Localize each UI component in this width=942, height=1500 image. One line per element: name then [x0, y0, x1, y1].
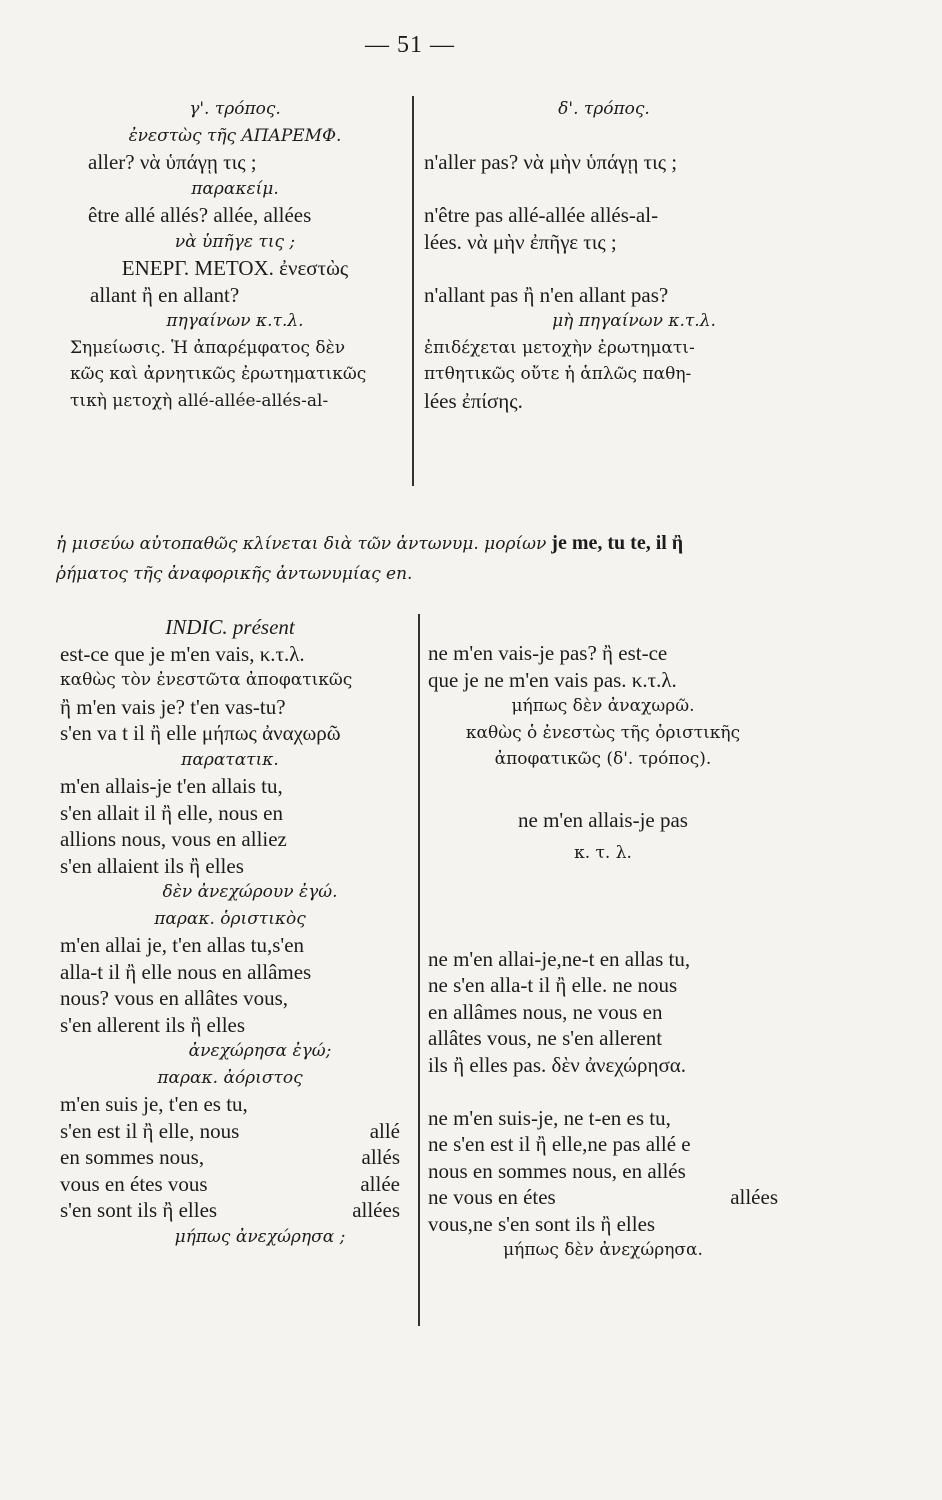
line-text: vous en étes vous [60, 1171, 208, 1196]
text-line: nous? vous en allâtes vous, [60, 986, 289, 1010]
text-line [60, 1091, 400, 1118]
line-text-right: allée [360, 1171, 400, 1196]
text-line [428, 1184, 778, 1211]
text-line: lées ἐπίσης. [424, 388, 523, 413]
text-line: μήπως δὲν ἀναχωρῶ. [511, 696, 695, 716]
text-line: Σημείωσις. Ἡ ἀπαρέμφατος δὲν [70, 337, 346, 358]
text-line: s'en allaient ils ἢ elles [60, 853, 244, 878]
text-line: n'aller pas? νὰ μὴν ὑπάγῃ τις ; [424, 150, 678, 174]
text-line: ne m'en suis-je, ne t-en es tu, [428, 1105, 671, 1130]
top-left-column [70, 96, 400, 414]
text-line: μήπως δὲν ἀνεχώρησα. [503, 1240, 703, 1260]
bottom-right-column [428, 640, 778, 1264]
text-line: alla-t il ἢ elle nous en allâmes [60, 959, 312, 984]
section-heading: INDIC. présent [165, 615, 295, 639]
text-line: κ. τ. λ. [574, 842, 632, 863]
text-line: lées. νὰ μὴν ἐπῆγε τις ; [424, 229, 617, 254]
text-line: en allâmes nous, ne vous en [428, 999, 663, 1024]
text-line: παρακείμ. [191, 178, 279, 199]
line-text: ne vous en étes [428, 1185, 556, 1209]
text-line: ne m'en allai-je,ne-t en allas tu, [428, 946, 691, 971]
text-line: s'en allait il ἢ elle, nous en [60, 800, 283, 825]
text-line: nous en sommes nous, en allés [428, 1158, 686, 1183]
text-line: μήπως ἀνεχώρησα ; [174, 1226, 346, 1247]
text-line: allâtes vous, ne s'en allerent [428, 1026, 663, 1050]
text-line: que je ne m'en vais pas. κ.τ.λ. [428, 667, 677, 692]
text-line: κῶς καὶ ἀρνητικῶς ἐρωτηματικῶς [70, 364, 367, 384]
line-text-right: allées [352, 1198, 400, 1222]
line-text: s'en sont ils ἢ elles [60, 1198, 218, 1222]
line-text: m'en suis je, t'en es tu, [60, 1092, 248, 1116]
text-line: n'allant pas ἢ n'en allant pas? [424, 282, 669, 307]
text-line: n'être pas allé-allée allés-al- [424, 203, 659, 227]
text-line: ne m'en allais-je pas [518, 808, 688, 832]
column-divider-bottom [418, 614, 420, 1326]
text-line: ne m'en vais-je pas? ἢ est-ce [428, 641, 668, 665]
text-line: est-ce que je m'en vais, κ.τ.λ. [60, 641, 305, 666]
section-heading: παρακ. ἀόριστος [157, 1067, 303, 1088]
middle-line-2: ῥήματος τῆς ἀναφορικῆς ἀντωνυμίας en. [56, 564, 413, 584]
top-right-column [424, 96, 784, 414]
middle-line-1 [56, 528, 796, 559]
text-line: allant ἢ en allant? [90, 282, 240, 307]
text-line: καθὼς τὸν ἐνεστῶτα ἀποφατικῶς [60, 670, 353, 690]
text-line: γ'. τρόπος. [189, 99, 281, 119]
line-text-right: allés [361, 1145, 400, 1169]
text-line: δὲν ἀνεχώρουν ἐγώ. [162, 882, 338, 902]
line-text-right: allées [730, 1185, 778, 1209]
text-line: νὰ ὑπῆγε τις ; [174, 231, 296, 252]
text-line [60, 1171, 400, 1198]
middle-pronouns: je me, tu te, il ἢ [551, 532, 684, 554]
text-line: μὴ πηγαίνων κ.τ.λ. [552, 311, 716, 331]
text-line: τικὴ μετοχὴ allé-allée-allés-al- [70, 390, 329, 411]
line-text: en sommes nous, [60, 1145, 205, 1169]
text-line [60, 1118, 400, 1145]
line-text-right: allé [369, 1118, 400, 1143]
text-line: ne s'en est il ἢ elle,ne pas allé e [428, 1132, 691, 1156]
page-number: — 51 — [365, 32, 455, 58]
section-heading: παρατατικ. [181, 749, 279, 770]
text-line: vous,ne s'en sont ils ἢ elles [428, 1211, 656, 1236]
text-line: être allé allés? allée, allées [88, 203, 312, 227]
line-text: s'en est il ἢ elle, nous [60, 1118, 240, 1143]
text-line: m'en allais-je t'en allais tu, [60, 774, 283, 798]
text-line: ἢ m'en vais je? t'en vas-tu? [60, 694, 286, 719]
text-line: ils ἢ elles pas. δὲν ἀνεχώρησα. [428, 1052, 687, 1077]
text-line: s'en allerent ils ἢ elles [60, 1012, 246, 1037]
section-heading: παρακ. ὁριστικὸς [154, 908, 306, 929]
text-line: m'en allai je, t'en allas tu,s'en [60, 933, 305, 957]
text-line: aller? νὰ ὑπάγῃ τις ; [88, 150, 257, 174]
text-line: s'en va t il ἢ elle μήπως ἀναχωρῶ [60, 721, 341, 745]
bottom-left-column [60, 614, 400, 1250]
text-line: ἐνεστὼς τῆς ΑΠΑΡΕΜΦ. [128, 125, 342, 146]
text-line: ἀνεχώρησα ἐγώ; [188, 1041, 332, 1061]
text-line: πηγαίνων κ.τ.λ. [166, 311, 304, 331]
text-line: ἐπιδέχεται μετοχὴν ἐρωτηματι- [424, 337, 695, 358]
column-divider-top [412, 96, 414, 486]
text-line: ΕΝΕΡΓ. ΜΕΤΟΧ. ἐνεστὼς [121, 256, 349, 280]
text-line: πτθητικῶς οὔτε ἡ ἁπλῶς παθη- [424, 364, 692, 384]
text-line [60, 1144, 400, 1171]
middle-greek: ἡ μισεύω αὐτοπαθῶς κλίνεται διὰ τῶν ἀντωνυμ. μορίων [56, 534, 547, 554]
text-line: δ'. τρόπος. [558, 99, 650, 119]
text-line: καθὼς ὁ ἐνεστὼς τῆς ὁριστικῆς [465, 722, 741, 743]
text-line [60, 1197, 400, 1224]
middle-note [56, 528, 796, 589]
text-line: ne s'en alla-t il ἢ elle. ne nous [428, 973, 678, 997]
text-line: ἀποφατικῶς (δ'. τρόπος). [494, 749, 712, 769]
text-line: allions nous, vous en alliez [60, 827, 287, 851]
